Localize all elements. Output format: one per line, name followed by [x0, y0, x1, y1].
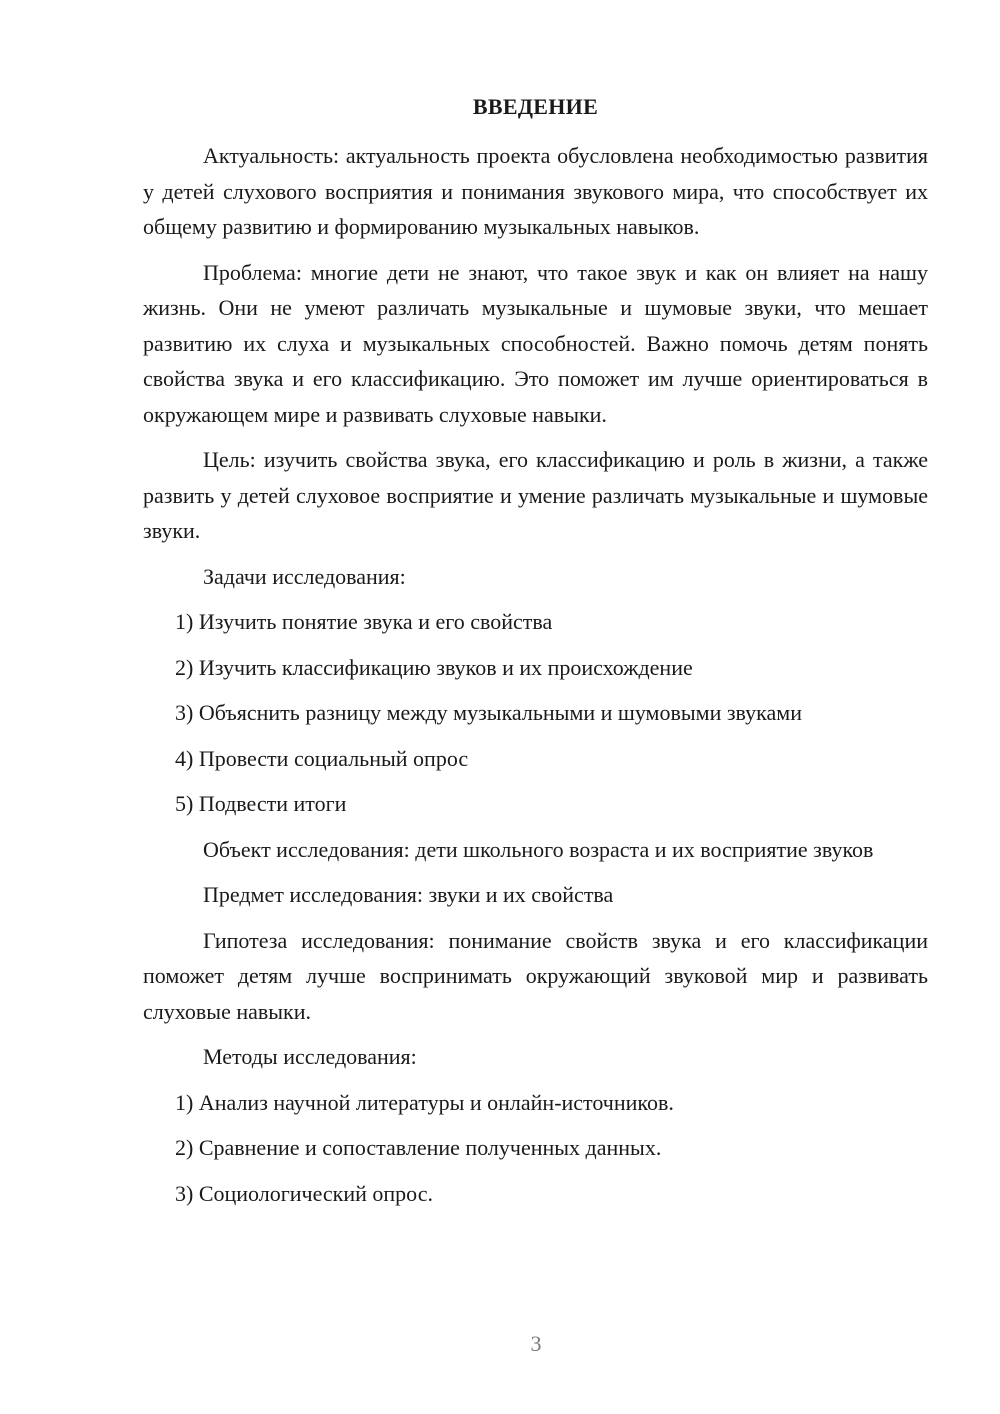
paragraph-goal: Цель: изучить свойства звука, его классификацию и роль в жизни, а также развить у детей слуховое восприятие и умение различать музыкальные и шумовые звуки. — [143, 447, 928, 543]
methods-label: Методы исследования: — [203, 1044, 417, 1069]
list-item: 2) Изучить классификацию звуков и их происхождение — [175, 654, 693, 680]
list-item: 3) Социологический опрос. — [175, 1180, 433, 1206]
methods-list — [143, 1085, 928, 1212]
page-number: 3 — [530, 1331, 542, 1356]
paragraph-hypothesis: Гипотеза исследования: понимание свойств звука и его классификации поможет детям лучше воспринимать окружающий звуковой мир и развивать слуховые навыки. — [143, 927, 928, 1024]
list-item: 1) Изучить понятие звука и его свойства — [175, 609, 553, 634]
tasks-label: Задачи исследования: — [203, 563, 406, 589]
paragraph-object: Объект исследования: дети школьного возраста и их восприятие звуков — [203, 836, 874, 862]
tasks-list — [143, 604, 928, 822]
paragraph-subject: Предмет исследования: звуки и их свойства — [203, 882, 614, 907]
document-page — [143, 94, 928, 1221]
list-item: 1) Анализ научной литературы и онлайн-источников. — [175, 1089, 674, 1115]
paragraph-relevance: Актуальность: актуальность проекта обусловлена необходимостью развития у детей слухового восприятия и понимания звукового мира, что способствует их общему развитию и формированию музыкальных навыков. — [143, 143, 928, 239]
list-item: 5) Подвести итоги — [175, 791, 347, 816]
list-item: 4) Провести социальный опрос — [175, 745, 469, 771]
paragraph-problem: Проблема: многие дети не знают, что такое звук и как он влияет на нашу жизнь. Они не умеют различать музыкальные и шумовые звуки, что мешает развитию их слуха и музыкальных способностей. Важно помочь детям понять свойства звука и его классификацию. Это поможет им лучше ориентироваться в окружающем мире и развивать слуховые навыки. — [143, 259, 928, 427]
list-item: 3) Объяснить разницу между музыкальными и шумовыми звуками — [175, 700, 802, 725]
section-heading: ВВЕДЕНИЕ — [472, 94, 599, 119]
list-item: 2) Сравнение и сопоставление полученных данных. — [175, 1135, 662, 1160]
